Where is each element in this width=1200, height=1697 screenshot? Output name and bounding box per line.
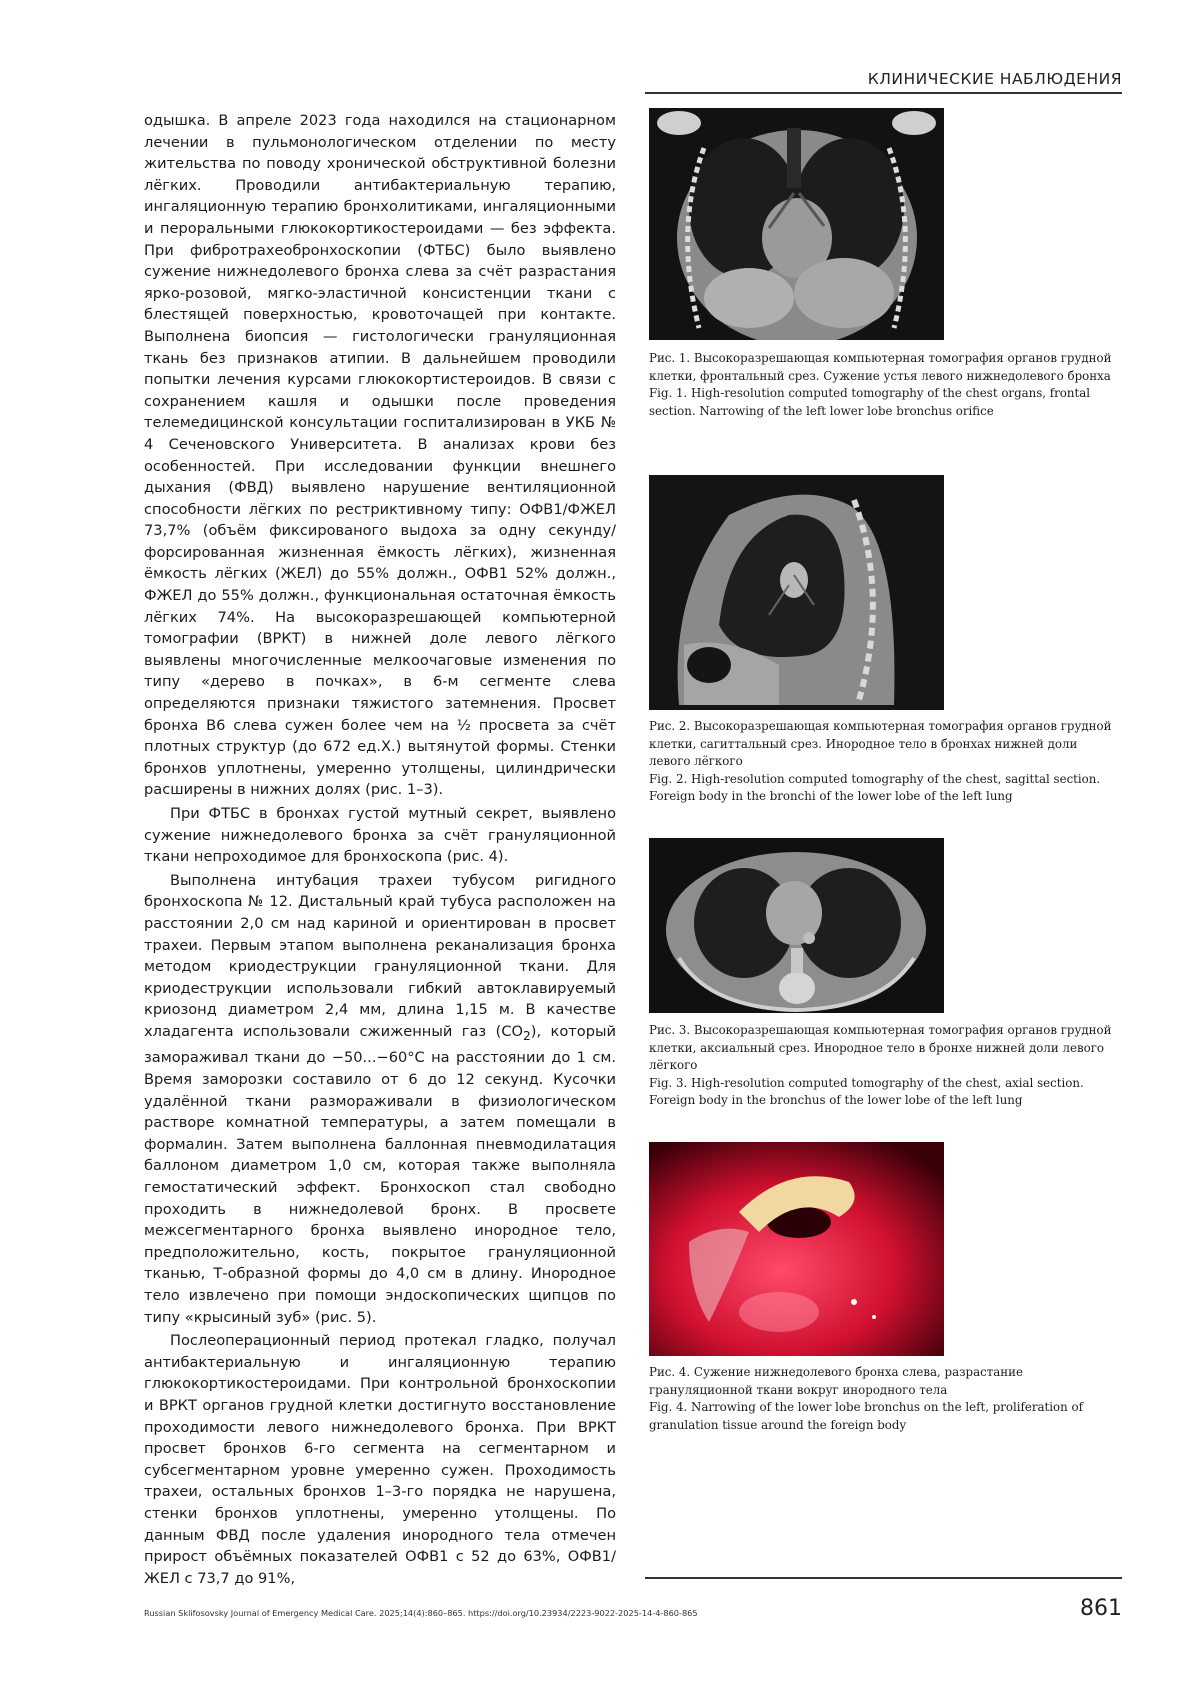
figure-4-caption-ru: Рис. 4. Сужение нижнедолевого бронха слева, разрастание грануляционной ткани вокруг инородного тела (649, 1365, 1023, 1397)
figure-2-caption-ru: Рис. 2. Высокоразрешающая компьютерная томография органов грудной клетки, сагиттальный срез. Инородное тело в бронхах нижней доли левого лёгкого (649, 719, 1112, 768)
body-paragraph-2: При ФТБС в бронхах густой мутный секрет, выявлено сужение нижнедолевого бронха за счёт грануляционной ткани непроходимое для бронхоскопа (рис. 4). (144, 805, 616, 866)
figure-2-caption-en: Fig. 2. High-resolution computed tomography of the chest, sagittal section. Foreign body in the bronchi of the lower lobe of the left lung (649, 771, 1101, 803)
figure-1-caption-ru: Рис. 1. Высокоразрешающая компьютерная томография органов грудной клетки, фронтальный срез. Сужение устья левого нижнедолевого бронха (649, 351, 1112, 383)
header-rule (645, 92, 1122, 94)
page-number: 861 (1080, 1596, 1122, 1621)
figure-1-ct-frontal-image (649, 108, 944, 340)
body-text-column (144, 110, 616, 1589)
co2-subscript: 2 (523, 1028, 531, 1043)
body-paragraph-3 (144, 870, 616, 1328)
body-paragraph-3-part-a: Выполнена интубация трахеи тубусом ригидного бронхоскопа № 12. Дистальный край тубуса расположен на расстоянии 2,0 см над кариной и ориентирован в просвет трахеи. Первым этапом выполнена реканализация бронха методом криодеструкции грануляционной ткани. Для криодеструкции использовали гибкий автоклавируемый криозонд диаметром 2,4 мм, длина 1,15 м. В качестве хладагента использовали сжиженный газ (CO (144, 871, 616, 1040)
figure-1-caption-en: Fig. 1. High-resolution computed tomography of the chest organs, frontal section. Narrowing of the left lower lobe bronchus orifice (649, 386, 1091, 418)
body-paragraph-4: Послеоперационный период протекал гладко, получал антибактериальную и ингаляционную терапию глюкокортикостероидами. При контрольной бронхоскопии и ВРКТ органов грудной клетки достигнуто восстановление проходимости левого нижнедолевого бронха. При ВРКТ просвет бронхов 6-го сегмента на сегментарном и субсегментарном уровне умеренно сужен. Проходимость трахеи, остальных бронхов 1–3-го порядка не нарушена, стенки бронхов уплотнены, умеренно утолщены. По данным ФВД после удаления инородного тела отмечен прирост объёмных показателей ОФВ1 с 52 до 63%, ОФВ1/ЖЕЛ с 73,7 до 91%, (144, 1332, 616, 1587)
body-paragraph-1: одышка. В апреле 2023 года находился на стационарном лечении в пульмонологическом отделении по месту жительства по поводу хронической обструктивной болезни лёгких. Проводили антибактериальную терапию, ингаляционную терапию бронхолитиками, ингаляционными и пероральными глюкокортикостероидами — без эффекта. При фибротрахеобронхоскопии (ФТБС) было выявлено сужение нижнедолевого бронха слева за счёт разрастания ярко-розовой, мягко-эластичной консистенции ткани с блестящей поверхностью, кровоточащей при контакте. Выполнена биопсия — гистологически грануляционная ткань без признаков атипии. В дальнейшем проводили попытки лечения курсами глюкокортистероидов. В связи с сохранением кашля и одышки после проведения телемедицинской консультации госпитализирован в УКБ № 4 Сеченовского Университета. В анализах крови без особенностей. При исследовании функции внешнего дыхания (ФВД) выявлено нарушение вентиляционной способности лёгких по рестриктивному типу: ОФВ1/ФЖЕЛ 73,7% (объём фиксированого выдоха за одну секунду/форсированная жизненная ёмкость лёгких), жизненная ёмкость лёгких (ЖЕЛ) до 55% должн., ОФВ1 52% должн., ФЖЕЛ до 55% должн., функциональная остаточная ёмкость лёгких 74%. На высокоразрешающей компьютерной томографии (ВРКТ) в нижней доле левого лёгкого выявлены многочисленные мелкоочаговые изменения по типу «дерево в почках», в 6-м сегменте слева определяются признаки тяжистого затемнения. Просвет бронха В6 слева сужен более чем на ½ просвета за счёт плотных структур (до 672 ед.Х.) вытянутой формы. Стенки бронхов уплотнены, умеренно утолщены, цилиндрически расширены в нижних долях (рис. 1–3). (144, 112, 616, 799)
figure-3-caption-en: Fig. 3. High-resolution computed tomography of the chest, axial section. Foreign body in the bronchus of the lower lobe of the left lung (649, 1075, 1084, 1107)
section-title: КЛИНИЧЕСКИЕ НАБЛЮДЕНИЯ (867, 70, 1122, 88)
figure-1-caption (649, 350, 1119, 420)
footer-rule (645, 1577, 1122, 1579)
figure-4-bronchoscopy-image (649, 1142, 944, 1356)
figure-2-ct-sagittal-image (649, 475, 944, 710)
figure-3-caption (649, 1022, 1119, 1110)
figure-4-caption-en: Fig. 4. Narrowing of the lower lobe bronchus on the left, proliferation of granulation tissue around the foreign body (649, 1400, 1083, 1432)
figure-3-ct-axial-image (649, 838, 944, 1013)
figure-4-caption (649, 1364, 1119, 1434)
body-paragraph-3-part-b: ), который замораживал ткани до −50...−60°C на расстоянии до 1 см. Время заморозки составило от 6 до 12 секунд. Кусочки удалённой ткани размораживали в физиологическом растворе комнатной температуры, а затем помещали в формалин. Затем выполнена баллонная пневмодилатация баллоном диаметром 1,0 см, которая также выполняла гемостатический эффект. Бронхоскоп стал свободно проходить в нижнедолевой бронх. В просвете межсегментарного бронха выявлено инородное тело, предположительно, кость, покрытое грануляционной тканью, Т-образной формы до 4,0 см в длину. Инородное тело извлечено при помощи эндоскопических щипцов по типу «крысиный зуб» (рис. 5). (144, 1022, 616, 1326)
figure-2-caption (649, 718, 1119, 806)
footer-journal-citation: Russian Sklifosovsky Journal of Emergency Medical Care. 2025;14(4):860–865. https://doi.org/10.23934/2223-9022-2025-14-4-860-865 (144, 1608, 698, 1618)
figure-3-caption-ru: Рис. 3. Высокоразрешающая компьютерная томография органов грудной клетки, аксиальный срез. Инородное тело в бронхе нижней доли левого лёгкого (649, 1023, 1112, 1072)
